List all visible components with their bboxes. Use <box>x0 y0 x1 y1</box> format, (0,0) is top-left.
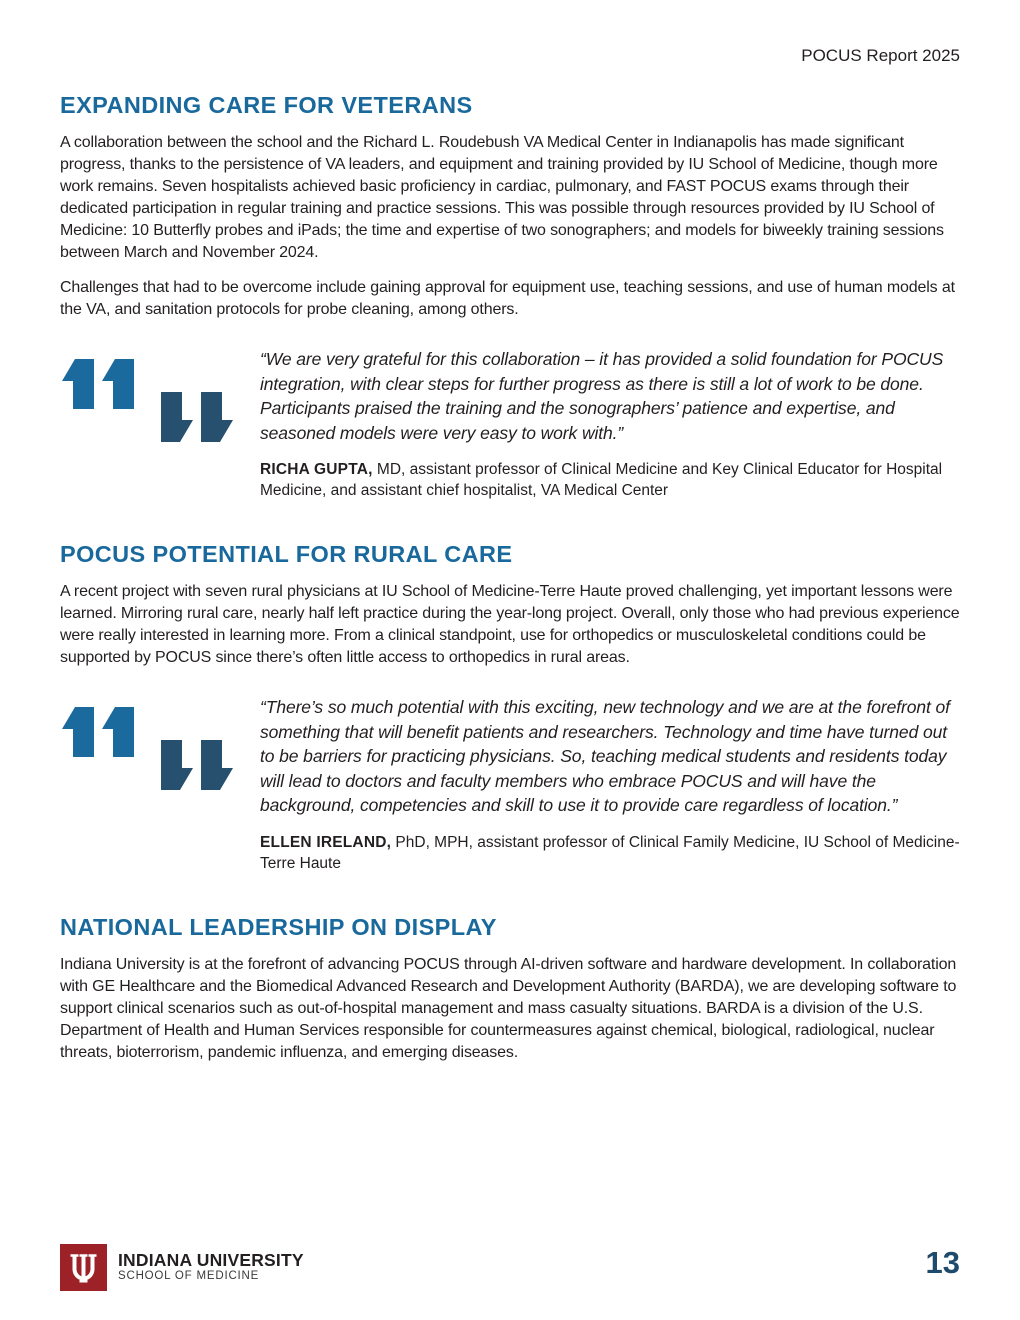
attribution-name: ELLEN IRELAND, <box>260 833 392 851</box>
logo-university-name: INDIANA UNIVERSITY <box>118 1250 304 1270</box>
page-footer <box>60 1243 960 1291</box>
quote-text: “We are very grateful for this collaboration – it has provided a solid foundation for POCUS integration, with clear steps for further progress as there is still a lot of work to be done. Participants praised the training and the sonographers’ patience and expertise, and seasoned models were very easy to work with.” <box>260 349 944 443</box>
close-quote-icon <box>161 738 233 792</box>
logo-school-name: SCHOOL OF MEDICINE <box>118 1270 260 1282</box>
quote-block <box>60 347 960 501</box>
section-title-expanding-care-for-veterans: EXPANDING CARE FOR VETERANS <box>60 92 473 118</box>
body-paragraph: Indiana University is at the forefront of advancing POCUS through AI-driven software and hardware development. In collaboration with GE Healthcare and the Biomedical Advanced Research and Development Authority (BARDA), we are developing software to support clinical scenarios such as out-of-hospital management and mass casualty situations. BARDA is a division of the U.S. Department of Health and Human Services responsible for countermeasures against chemical, biological, radiological, nuclear threats, bioterrorism, pandemic influenza, and emerging diseases. <box>60 955 957 1061</box>
attribution-title: MD, assistant professor of Clinical Medicine and Key Clinical Educator for Hospital Medicine, and assistant chief hospitalist, VA Medical Center <box>260 461 943 499</box>
open-quote-icon <box>62 707 134 757</box>
body-paragraph: A collaboration between the school and the Richard L. Roudebush VA Medical Center in Indianapolis has made significant progress, thanks to the persistence of VA leaders, and equipment and training provided by IU School of Medicine, though more work remains. Seven hospitalists achieved basic proficiency in cardiac, pulmonary, and FAST POCUS exams through their dedicated participation in regular training and practice sessions. This was possible through resources provided by IU School of Medicine: 10 Butterfly probes and iPads; the time and expertise of two sonographers; and models for biweekly training sessions between March and November 2024. <box>60 134 944 261</box>
report-header: POCUS Report 2025 <box>801 46 960 65</box>
open-quote-icon <box>62 359 134 409</box>
quote-attribution <box>260 459 960 501</box>
quote-marks-graphic <box>60 359 260 463</box>
section-title-national-leadership-on-display: NATIONAL LEADERSHIP ON DISPLAY <box>60 913 497 940</box>
quote-block <box>60 695 960 874</box>
attribution-title: PhD, MPH, assistant professor of Clinical Family Medicine, IU School of Medicine-Terre Haute <box>260 833 960 872</box>
quote-attribution <box>260 832 960 874</box>
iu-trident-icon <box>60 1244 107 1291</box>
quote-marks-graphic <box>60 707 260 811</box>
iu-school-of-medicine-logo <box>60 1243 304 1291</box>
close-quote-icon <box>161 390 233 444</box>
logo-wordmark <box>118 1251 304 1283</box>
attribution-name: RICHA GUPTA, <box>260 461 373 478</box>
body-paragraph: Challenges that had to be overcome include gaining approval for equipment use, teaching sessions, and use of human models at the VA, and sanitation protocols for probe cleaning, among others. <box>60 279 955 318</box>
page-number: 13 <box>925 1245 960 1280</box>
quote-text: “There’s so much potential with this exciting, new technology and we are at the forefront of something that will benefit patients and researchers. Technology and time have turned out to be barriers for practicing physicians. So, teaching medical students and residents today will lead to doctors and faculty members who embrace POCUS and will have the background, competencies and skill to use it to provide care regardless of location.” <box>260 697 950 815</box>
body-paragraph: A recent project with seven rural physicians at IU School of Medicine-Terre Haute proved challenging, yet important lessons were learned. Mirroring rural care, nearly half left practice during the year-long project. Overall, only those who had previous experience were really interested in learning more. From a clinical standpoint, use for orthopedics or musculoskeletal conditions could be supported by POCUS since there’s often little access to orthopedics in rural areas. <box>60 583 960 666</box>
section-title-pocus-potential-for-rural-care: POCUS POTENTIAL FOR RURAL CARE <box>60 541 513 567</box>
